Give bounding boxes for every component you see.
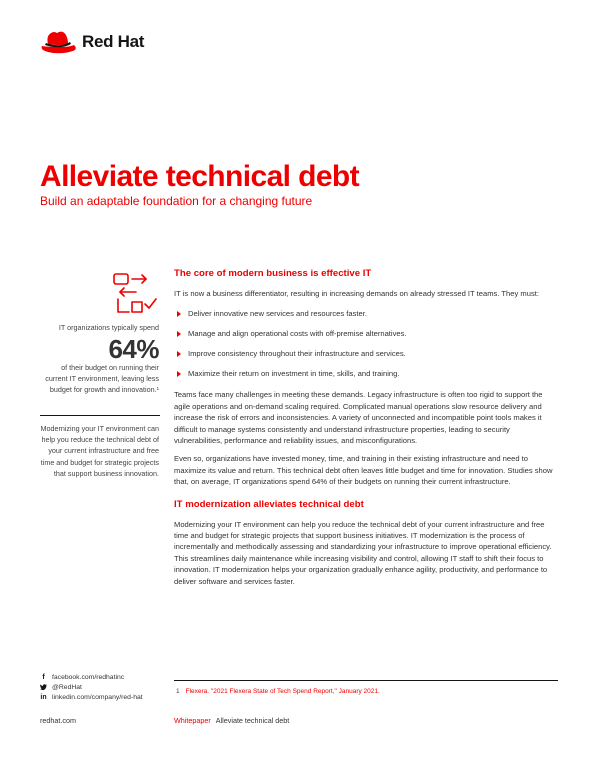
social-link-facebook[interactable] [40,672,143,682]
linkedin-icon: in [40,693,47,701]
footer-doc-title: Alleviate technical debt [215,716,290,725]
bullet-arrow-icon [177,351,181,357]
logo-wordmark: Red Hat [82,32,145,51]
twitter-icon [40,684,47,690]
social-link-linkedin[interactable] [40,692,143,702]
main-content [174,268,558,594]
stat-intro: IT organizations typically spend [58,323,159,332]
section-heading-core: The core of modern business is effective IT [174,268,372,279]
social-link-text: facebook.com/redhatinc [52,673,125,681]
footnote [176,688,380,695]
section-heading-modernization: IT modernization alleviates technical debt [174,498,364,510]
bullet-list [174,309,558,378]
footer-doc-type: Whitepaper [174,716,211,725]
sidebar-note: Modernizing your IT environment can help you reduce the technical debt of your current infrastructure and free time and budget for strategic projects that support business innovation. [40,424,159,478]
social-link-text: linkedin.com/company/red-hat [52,693,143,701]
list-item [174,369,558,378]
list-item [174,349,558,358]
list-item [174,329,558,338]
bullet-arrow-icon [177,371,181,377]
bullet-text: Maximize their return on investment in time, skills, and training. [188,369,400,379]
bullet-arrow-icon [177,331,181,337]
bullet-text: Manage and align operational costs with off-premise alternatives. [188,329,407,339]
list-item [174,309,558,318]
page-title: Alleviate technical debt [40,160,360,193]
paragraph-investment: Even so, organizations have invested money, time, and training in their existing infrastructure and need to maximize its value and return. This technical debt often leaves little budget and time for innovation. Studies show that, on average, IT organizations spend 64% of their budgets on running their current infrastructure. [174,454,553,487]
paragraph-challenges: Teams face many challenges in meeting these demands. Legacy infrastructure is often too rigid to support the agile operations and on-demand scaling required. Complicated manual operations slow resource delivery and increase the risk of errors and inconsistencies. A variety of unconnected and incompatible point tools makes it difficult to manage systems consistently and understand infrastructure properties, leading to security vulnerabilities, performance and reliability issues, and misconfigurations. [174,390,543,446]
paragraph-modernization: Modernizing your IT environment can help you reduce the technical debt of your current infrastructure and free time and budget for strategic projects that support business initiatives. IT modernization is the process of incrementally and methodically assessing and standardizing your infrastructure to improve operational efficiency. This streamlines daily maintenance while increasing visibility and control, allowing IT staff to shift their focus to innovation. IT modernization helps your organization gradually enhance agility, productivity, and performance to deliver software and services faster. [174,519,552,586]
footer-website[interactable]: redhat.com [40,716,76,725]
footnote-number: 1 [176,688,180,695]
footer-document-label [174,716,289,725]
sidebar-divider [40,415,160,416]
social-link-twitter[interactable] [40,682,143,692]
social-links [40,672,143,702]
facebook-icon: f [42,673,45,681]
bullet-text: Deliver innovative new services and resources faster. [188,309,367,319]
red-hat-fedora-icon [40,30,78,54]
red-hat-logo[interactable] [40,30,144,54]
bullet-arrow-icon [177,311,181,317]
footnote-divider [174,680,558,681]
arrows-checklist-icon [112,272,158,316]
stat-description: of their budget on running their current IT environment, leaving less budget for growth and innovation.¹ [45,363,159,394]
footnote-text: Flexera. "2021 Flexera State of Tech Spend Report," January 2021. [185,688,380,695]
section-intro: IT is now a business differentiator, resulting in increasing demands on already stressed IT teams. They must: [174,289,539,298]
page-subtitle: Build an adaptable foundation for a changing future [40,194,313,208]
stat-number: 64% [108,334,159,364]
social-link-text: @RedHat [52,683,82,691]
bullet-text: Improve consistency throughout their infrastructure and services. [188,349,406,359]
